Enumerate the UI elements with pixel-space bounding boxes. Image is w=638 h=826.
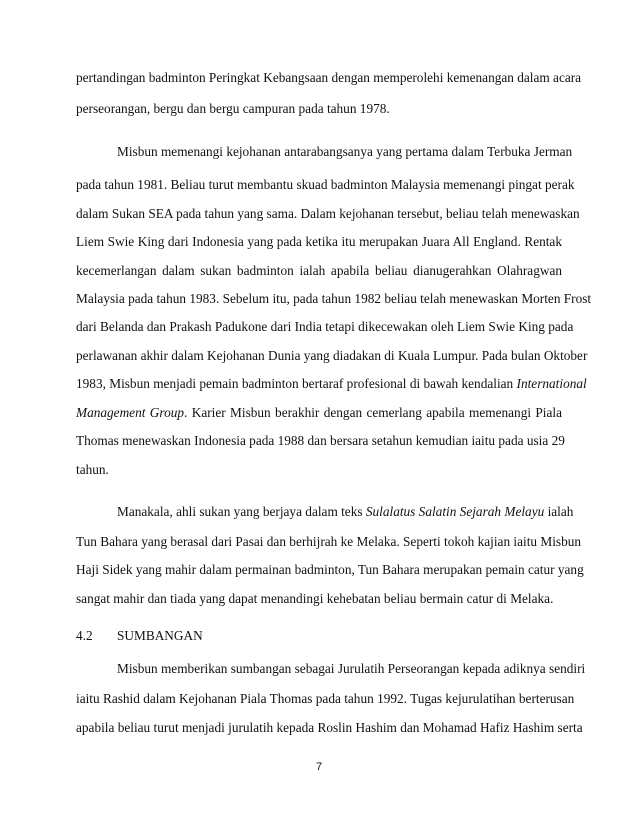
italic-term: International xyxy=(516,376,587,391)
paragraph-2-line-4: Liem Swie King dari Indonesia yang pada ketika itu merupakan Juara All England. Rentak xyxy=(76,234,562,249)
paragraph-3-line-1-text: Manakala, ahli sukan yang berjaya dalam teks xyxy=(117,504,366,519)
italic-term: Management Group xyxy=(76,405,185,420)
paragraph-2-line-3: dalam Sukan SEA pada tahun yang sama. Dalam kejohanan tersebut, beliau telah menewaskan xyxy=(76,206,580,221)
paragraph-3-line-1 xyxy=(117,503,574,521)
paragraph-2-line-1: Misbun memenangi kejohanan antarabangsanya yang pertama dalam Terbuka Jerman xyxy=(117,144,573,159)
paragraph-2-line-11: Thomas menewaskan Indonesia pada 1988 dan bersara setahun kemudian iaitu pada usia 29 xyxy=(76,433,565,448)
italic-title: Sulalatus Salatin Sejarah Melayu xyxy=(365,504,545,519)
paragraph-2-line-10 xyxy=(76,404,562,422)
paragraph-2-line-2: pada tahun 1981. Beliau turut membantu skuad badminton Malaysia memenangi pingat perak xyxy=(76,177,575,192)
paragraph-2-line-10-text: . Karier Misbun berakhir dengan cemerlang apabila memenangi Piala xyxy=(184,405,562,420)
paragraph-3-line-1-end: ialah xyxy=(544,504,574,519)
paragraph-2-line-5: kecemerlangan dalam sukan badminton ialah apabila beliau dianugerahkan Olahragwan xyxy=(76,263,562,278)
paragraph-3-line-4: sangat mahir dan tiada yang dapat menandingi kehebatan beliau bermain catur di Melaka. xyxy=(76,591,554,606)
page-number: 7 xyxy=(315,761,323,773)
paragraph-4-line-3: apabila beliau turut menjadi jurulatih kepada Roslin Hashim dan Mohamad Hafiz Hashim serta xyxy=(76,720,583,735)
paragraph-1-line-2: perseorangan, bergu dan bergu campuran pada tahun 1978. xyxy=(76,101,390,116)
paragraph-2-line-9-text: 1983, Misbun menjadi pemain badminton bertaraf profesional di bawah kendalian xyxy=(76,376,517,391)
paragraph-2-line-9 xyxy=(76,375,587,393)
paragraph-2-line-8: perlawanan akhir dalam Kejohanan Dunia yang diadakan di Kuala Lumpur. Pada bulan Oktober xyxy=(76,348,588,363)
paragraph-2-line-6: Malaysia pada tahun 1983. Sebelum itu, pada tahun 1982 beliau telah menewaskan Morten Frost xyxy=(76,291,592,306)
paragraph-1-line-1: pertandingan badminton Peringkat Kebangsaan dengan memperolehi kemenangan dalam acara xyxy=(76,70,582,85)
paragraph-3-line-2: Tun Bahara yang berasal dari Pasai dan berhijrah ke Melaka. Seperti tokoh kajian iaitu Misbun xyxy=(76,534,582,549)
paragraph-4-line-1: Misbun memberikan sumbangan sebagai Jurulatih Perseorangan kepada adiknya sendiri xyxy=(117,661,586,676)
paragraph-2-line-7: dari Belanda dan Prakash Padukone dari India tetapi dikecewakan oleh Liem Swie King pada xyxy=(76,319,574,334)
paragraph-3-line-3: Haji Sidek yang mahir dalam permainan badminton, Tun Bahara merupakan pemain catur yang xyxy=(76,562,584,577)
section-number: 4.2 xyxy=(76,628,93,643)
paragraph-4-line-2: iaitu Rashid dalam Kejohanan Piala Thomas pada tahun 1992. Tugas kejurulatihan berterusan xyxy=(76,691,575,706)
paragraph-2-line-12: tahun. xyxy=(76,462,109,477)
section-title: SUMBANGAN xyxy=(117,628,203,643)
